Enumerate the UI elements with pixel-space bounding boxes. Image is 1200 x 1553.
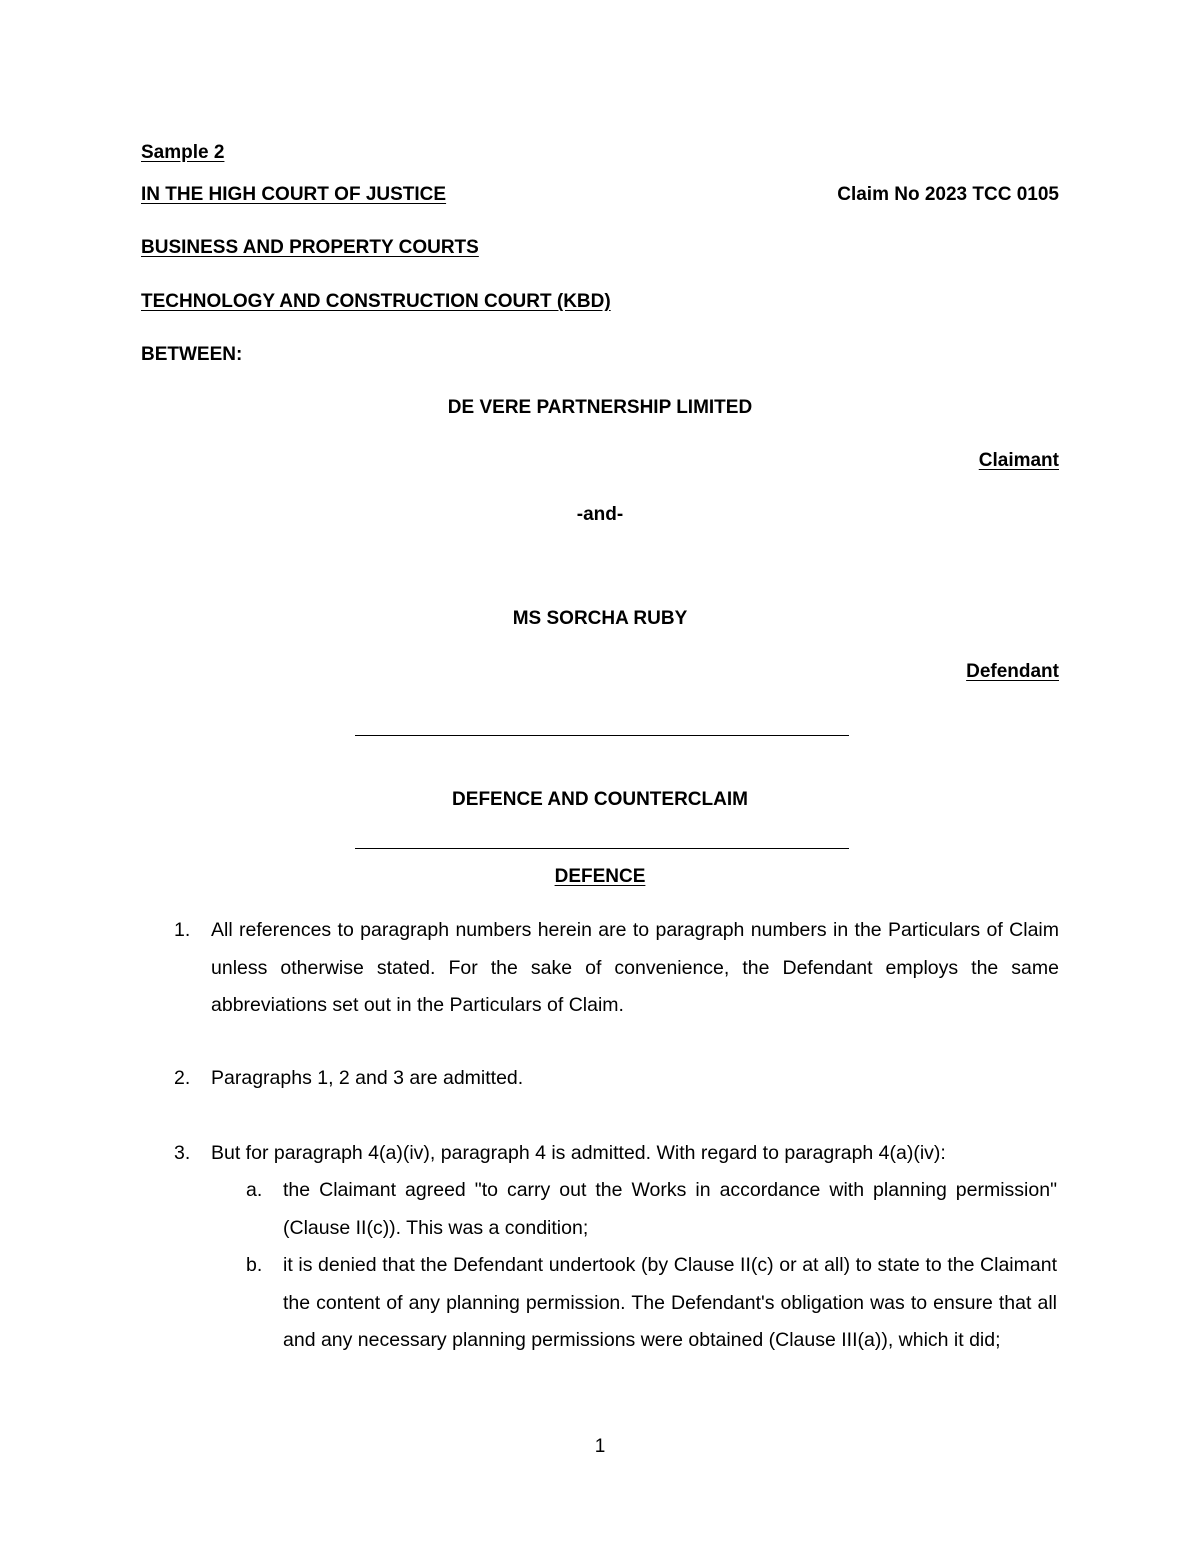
title-rule-top [355,735,849,736]
claim-number: Claim No 2023 TCC 0105 [837,184,1059,205]
sample-label: Sample 2 [141,142,225,163]
and-separator: -and- [576,504,624,525]
claimant-role: Claimant [978,450,1059,471]
paragraph-text: But for paragraph 4(a)(iv), paragraph 4 is admitted. With regard to paragraph 4(a)(iv): [211,1142,946,1164]
subparagraph-letter: a. [246,1179,263,1201]
paragraph-number: 3. [174,1142,191,1164]
title-rule-bottom [355,848,849,849]
document-title: DEFENCE AND COUNTERCLAIM [452,789,748,810]
paragraph-number: 2. [174,1067,191,1089]
subparagraph-text: the Claimant agreed "to carry out the Works in accordance with planning permission" (Clause II(c)). This was a condition; [283,1179,1057,1239]
paragraph-text: Paragraphs 1, 2 and 3 are admitted. [211,1067,524,1089]
paragraph-text: All references to paragraph numbers herein are to paragraph numbers in the Particulars of Claim unless otherwise stated. For the sake of convenience, the Defendant employs the same abbreviations set out in the Particulars of Claim. [211,919,1059,1016]
court-list: TECHNOLOGY AND CONSTRUCTION COURT (KBD) [141,291,611,312]
paragraph-number: 1. [174,919,191,941]
court-division: BUSINESS AND PROPERTY COURTS [141,237,479,258]
between-label: BETWEEN: [141,344,243,365]
defendant-name: MS SORCHA RUBY [512,608,688,629]
court-name: IN THE HIGH COURT OF JUSTICE [141,184,447,205]
claimant-name: DE VERE PARTNERSHIP LIMITED [447,397,753,418]
section-heading: DEFENCE [554,866,646,887]
subparagraph-letter: b. [246,1254,263,1276]
page-number: 1 [594,1436,606,1457]
defendant-role: Defendant [966,661,1059,682]
subparagraph-text: it is denied that the Defendant undertook (by Clause II(c) or at all) to state to the Claimant the content of any planning permission. The Defendant's obligation was to ensure that all and any necessary planning permissions were obtained (Clause III(a)), which it did; [283,1254,1057,1351]
